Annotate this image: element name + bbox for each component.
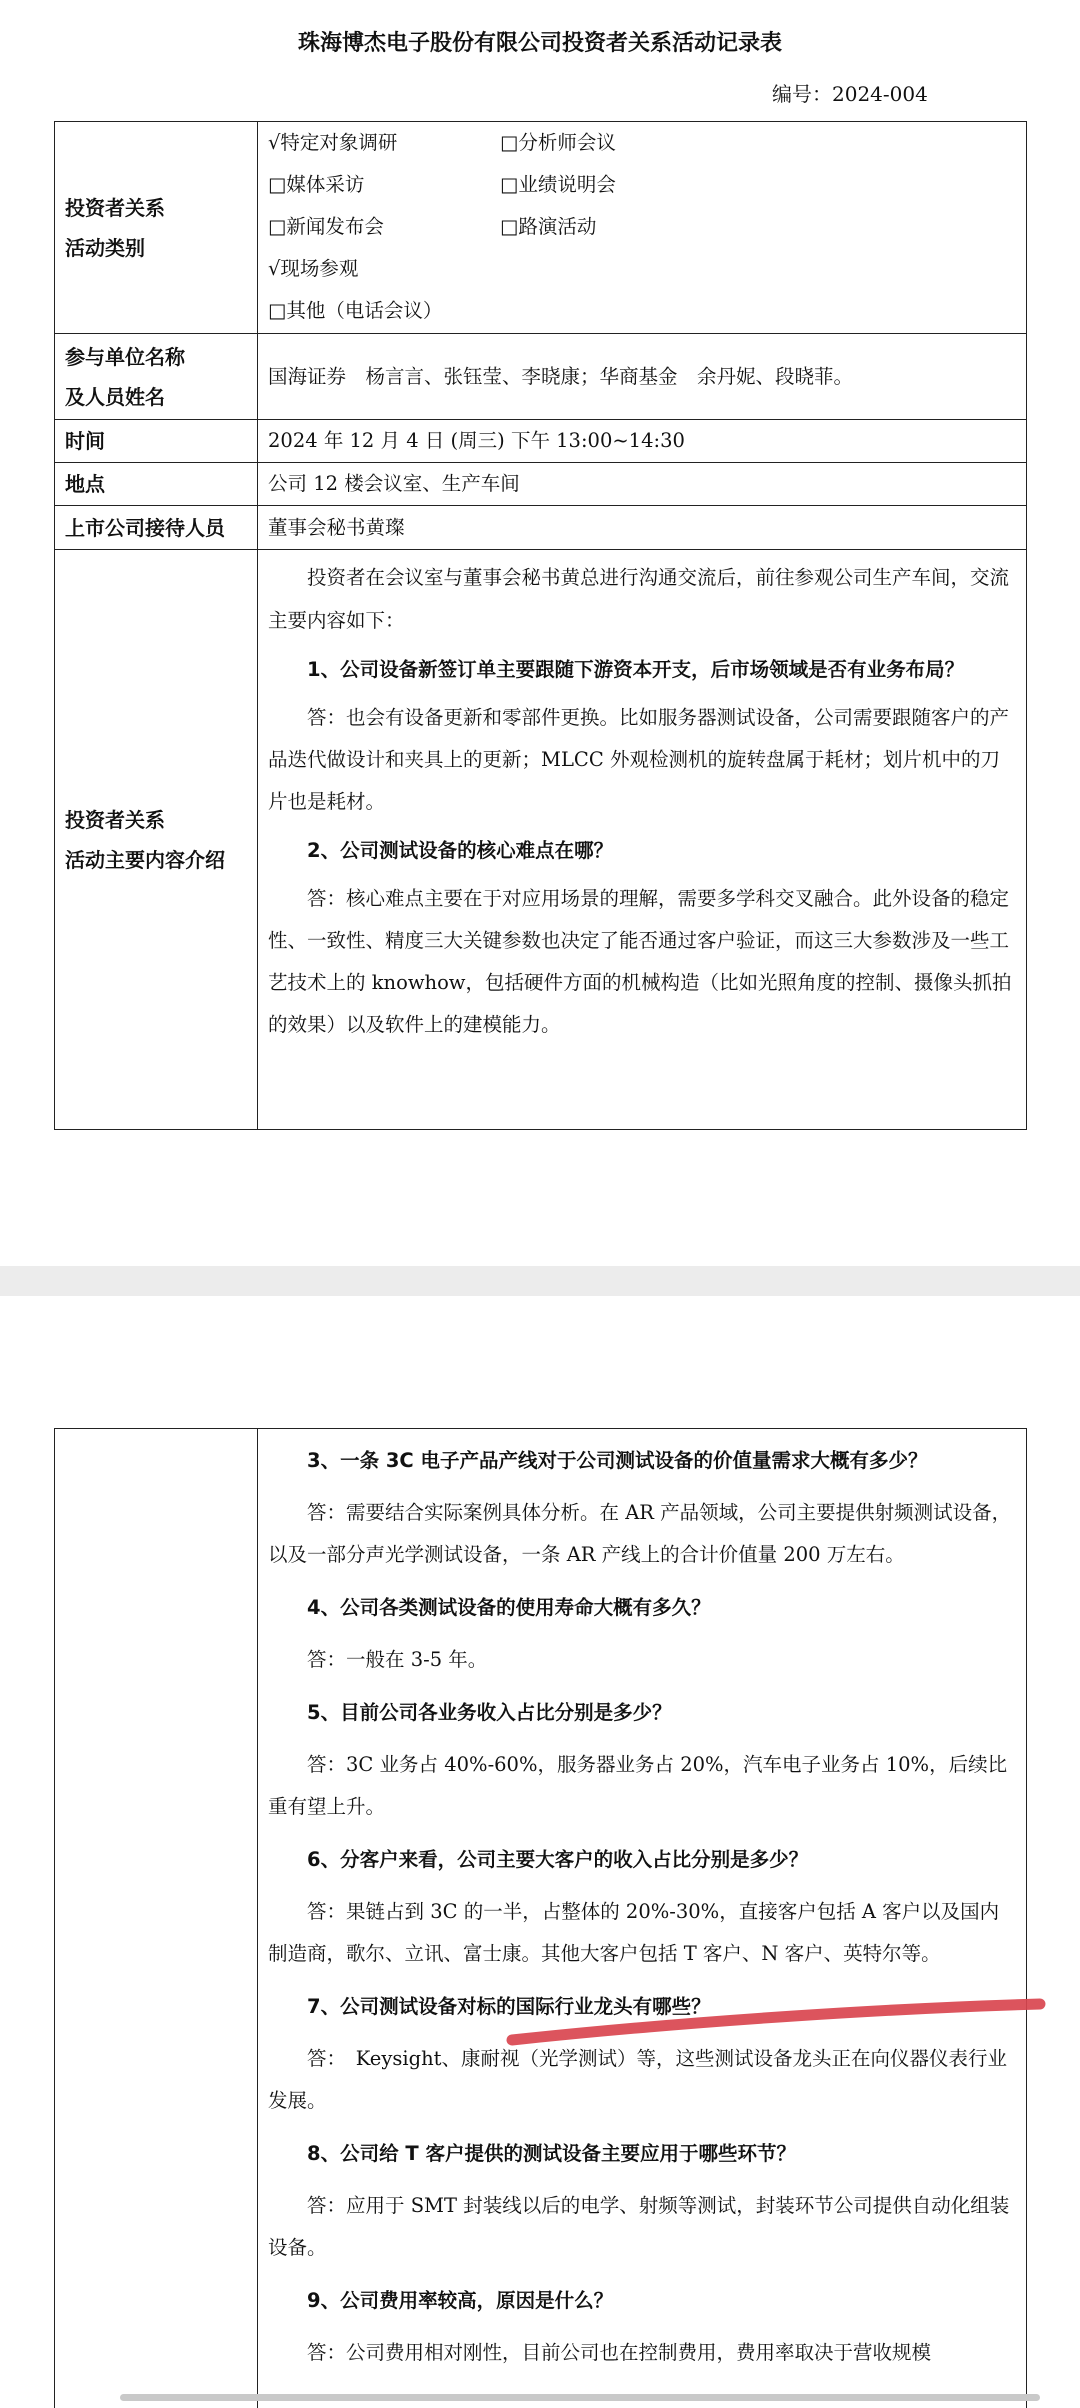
option-press-conference: □新闻发布会 <box>268 215 384 238</box>
activity-type-label-line1: 投资者关系 <box>65 195 165 220</box>
option-roadshow: □路演活动 <box>500 215 597 238</box>
question-5: 5、目前公司各业务收入占比分别是多少？ <box>307 1701 672 1724</box>
option-analyst-meeting: □分析师会议 <box>500 131 616 154</box>
answer-7: 答： Keysight、康耐视（光学测试）等，这些测试设备龙头正在向仪器仪表行业发展。 <box>268 2047 1007 2112</box>
answer-2: 答：核心难点主要在于对应用场景的理解，需要多学科交叉融合。此外设备的稳定性、一致性、精度三大关键参数也决定了能否通过客户验证，而这三大参数涉及一些工艺技术上的 knowhow，包括硬件方面的机械构造（比如光照角度的控制、摄像头抓拍的效果）以及软件上的建模能力。 <box>268 887 1012 1036</box>
intro-paragraph: 投资者在会议室与董事会秘书黄总进行沟通交流后，前往参观公司生产车间，交流主要内容如下： <box>268 566 1010 632</box>
option-earnings-briefing: □业绩说明会 <box>500 173 616 196</box>
question-8: 8、公司给 T 客户提供的测试设备主要应用于哪些环节？ <box>307 2142 796 2165</box>
participants-label-line1: 参与单位名称 <box>65 344 185 369</box>
time-label: 时间 <box>55 420 258 463</box>
option-specific-research: √特定对象调研 <box>268 131 398 154</box>
option-site-visit: √现场参观 <box>268 257 359 280</box>
question-2: 2、公司测试设备的核心难点在哪？ <box>307 839 614 862</box>
answer-1: 答：也会有设备更新和零部件更换。比如服务器测试设备，公司需要跟随客户的产品迭代做设计和夹具上的更新；MLCC 外观检测机的旋转盘属于耗材；划片机中的刀片也是耗材。 <box>268 706 1010 813</box>
reception-value: 董事会秘书黄璨 <box>258 506 1027 550</box>
question-6: 6、分客户来看，公司主要大客户的收入占比分别是多少？ <box>307 1848 809 1871</box>
horizontal-scrollbar[interactable] <box>120 2394 1040 2401</box>
answer-4: 答：一般在 3-5 年。 <box>307 1648 488 1671</box>
question-3: 3、一条 3C 电子产品产线对于公司测试设备的价值量需求大概有多少？ <box>307 1449 928 1472</box>
question-7: 7、公司测试设备对标的国际行业龙头有哪些？ <box>307 1995 711 2018</box>
option-media-interview: □媒体采访 <box>268 173 365 196</box>
place-value: 公司 12 楼会议室、生产车间 <box>258 463 1027 506</box>
answer-6: 答：果链占到 3C 的一半，占整体的 20%-30%，直接客户包括 A 客户以及国内制造商，歌尔、立讯、富士康。其他大客户包括 T 客户、N 客户、英特尔等。 <box>268 1900 1000 1965</box>
participants-label-line2: 及人员姓名 <box>65 384 165 409</box>
answer-5: 答：3C 业务占 40%-60%，服务器业务占 20%，汽车电子业务占 10%，后续比重有望上升。 <box>268 1753 1008 1818</box>
activity-type-label-line2: 活动类别 <box>65 235 145 260</box>
place-label: 地点 <box>55 463 258 506</box>
reception-label: 上市公司接待人员 <box>55 506 258 550</box>
content-label-line1: 投资者关系 <box>65 807 165 832</box>
participants-value: 国海证券 杨言言、张钰莹、李晓康；华商基金 余丹妮、段晓菲。 <box>258 334 1027 420</box>
answer-9: 答：公司费用相对刚性，目前公司也在控制费用，费用率取决于营收规模 <box>307 2341 932 2364</box>
document-number: 编号：2024-004 <box>772 82 928 106</box>
content-label-line2: 活动主要内容介绍 <box>65 847 225 872</box>
question-1: 1、公司设备新签订单主要跟随下游资本开支，后市场领域是否有业务布局？ <box>307 658 965 681</box>
question-9: 9、公司费用率较高，原因是什么？ <box>307 2289 614 2312</box>
time-value: 2024 年 12 月 4 日 (周三) 下午 13:00~14:30 <box>258 420 1027 463</box>
document-title: 珠海博杰电子股份有限公司投资者关系活动记录表 <box>297 31 782 56</box>
answer-3: 答：需要结合实际案例具体分析。在 AR 产品领域，公司主要提供射频测试设备，以及一部分声光学测试设备，一条 AR 产线上的合计价值量 200 万左右。 <box>268 1501 1012 1566</box>
question-4: 4、公司各类测试设备的使用寿命大概有多久？ <box>307 1596 711 1619</box>
answer-8: 答：应用于 SMT 封装线以后的电学、射频等测试，封装环节公司提供自动化组装设备。 <box>268 2194 1010 2259</box>
option-other: □其他（电话会议） <box>268 299 443 322</box>
